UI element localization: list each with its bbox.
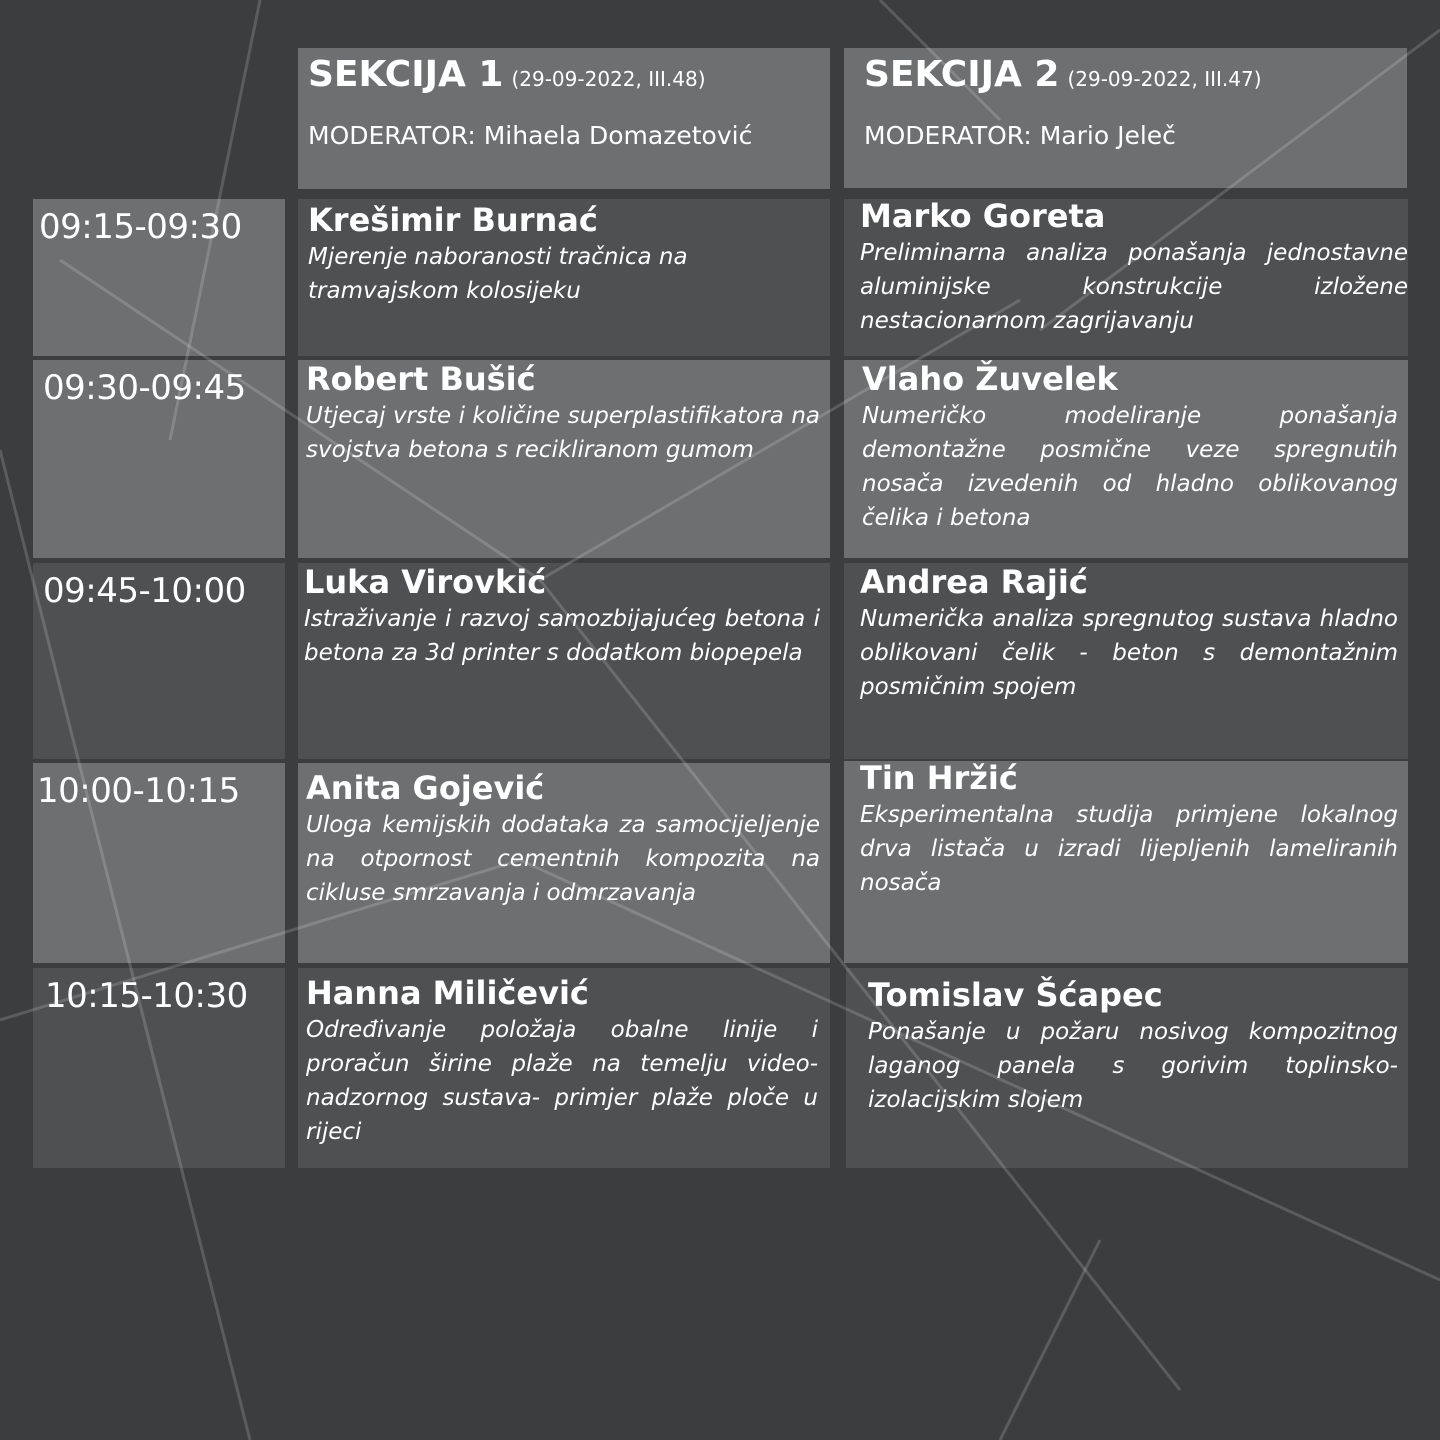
speaker-name: Marko Goreta (860, 199, 1106, 235)
talk-title: Preliminarna analiza ponašanja jednostavne aluminijske konstrukcije izložene nestacionarnom zagrijavanju (860, 240, 1408, 335)
speaker-name: Andrea Rajić (860, 563, 1088, 601)
section-1-date: (29-09-2022, III.48) (511, 67, 706, 91)
section-2-talk-3 (844, 563, 1408, 759)
time-slot-1: 09:15-09:30 (33, 199, 285, 356)
time-slot-5: 10:15-10:30 (33, 968, 285, 1168)
section-1-talk-1 (298, 199, 830, 356)
section-1-talk-4 (298, 763, 830, 963)
time-slot-2: 09:30-09:45 (33, 360, 285, 558)
talk-title: Numeričko modeliranje ponašanja demontažne posmične veze spregnutih nosača izvedenih od hladno oblikovanog čelika i betona (862, 403, 1398, 532)
talk-title: Istraživanje i razvoj samozbijajućeg betona i betona za 3d printer s dodatkom biopepela (304, 606, 820, 667)
section-1-label: SEKCIJA 1 (308, 54, 504, 95)
speaker-name: Robert Bušić (306, 360, 536, 398)
talk-title: Ponašanje u požaru nosivog kompozitnog laganog panela s gorivim toplinsko-izolacijskim slojem (868, 1019, 1398, 1114)
section-2-moderator: MODERATOR: Mario Jeleč (864, 121, 1176, 150)
speaker-name: Luka Virovkić (304, 563, 547, 601)
talk-title: Utjecaj vrste i količine superplastifikatora na svojstva betona s recikliranom gumom (306, 403, 820, 464)
speaker-name: Krešimir Burnać (308, 201, 598, 239)
talk-title: Eksperimentalna studija primjene lokalnog drva listača u izradi lijepljenih lameliranih nosača (860, 802, 1398, 897)
speaker-name: Anita Gojević (306, 769, 545, 807)
section-2-label: SEKCIJA 2 (864, 54, 1060, 95)
talk-title: Mjerenje naboranosti tračnica na tramvajskom kolosijeku (308, 244, 688, 305)
section-2-header (844, 48, 1407, 188)
section-2-date: (29-09-2022, III.47) (1067, 67, 1262, 91)
talk-title: Numerička analiza spregnutog sustava hladno oblikovani čelik - beton s demontažnim posmičnim spojem (860, 606, 1398, 701)
talk-title: Uloga kemijskih dodataka za samocijeljenje na otpornost cementnih kompozita na cikluse smrzavanja i odmrzavanja (306, 812, 820, 907)
talk-title: Određivanje položaja obalne linije i proračun širine plaže na temelju video-nadzornog sustava- primjer plaže ploče u rijeci (306, 1017, 818, 1146)
speaker-name: Hanna Miličević (306, 974, 589, 1012)
speaker-name: Vlaho Žuvelek (862, 360, 1118, 398)
section-2-talk-1 (844, 199, 1408, 356)
section-2-talk-4 (844, 761, 1408, 963)
section-1-talk-3 (298, 563, 830, 759)
time-slot-4: 10:00-10:15 (33, 763, 285, 963)
section-1-header (298, 48, 830, 189)
section-1-talk-5 (298, 968, 830, 1168)
speaker-name: Tomislav Šćapec (868, 976, 1163, 1014)
section-1-talk-2 (298, 360, 830, 558)
section-1-moderator: MODERATOR: Mihaela Domazetović (308, 121, 753, 150)
time-slot-3: 09:45-10:00 (33, 563, 285, 759)
speaker-name: Tin Hržić (860, 761, 1018, 797)
section-2-talk-5 (846, 968, 1408, 1168)
section-2-talk-2 (844, 360, 1408, 558)
